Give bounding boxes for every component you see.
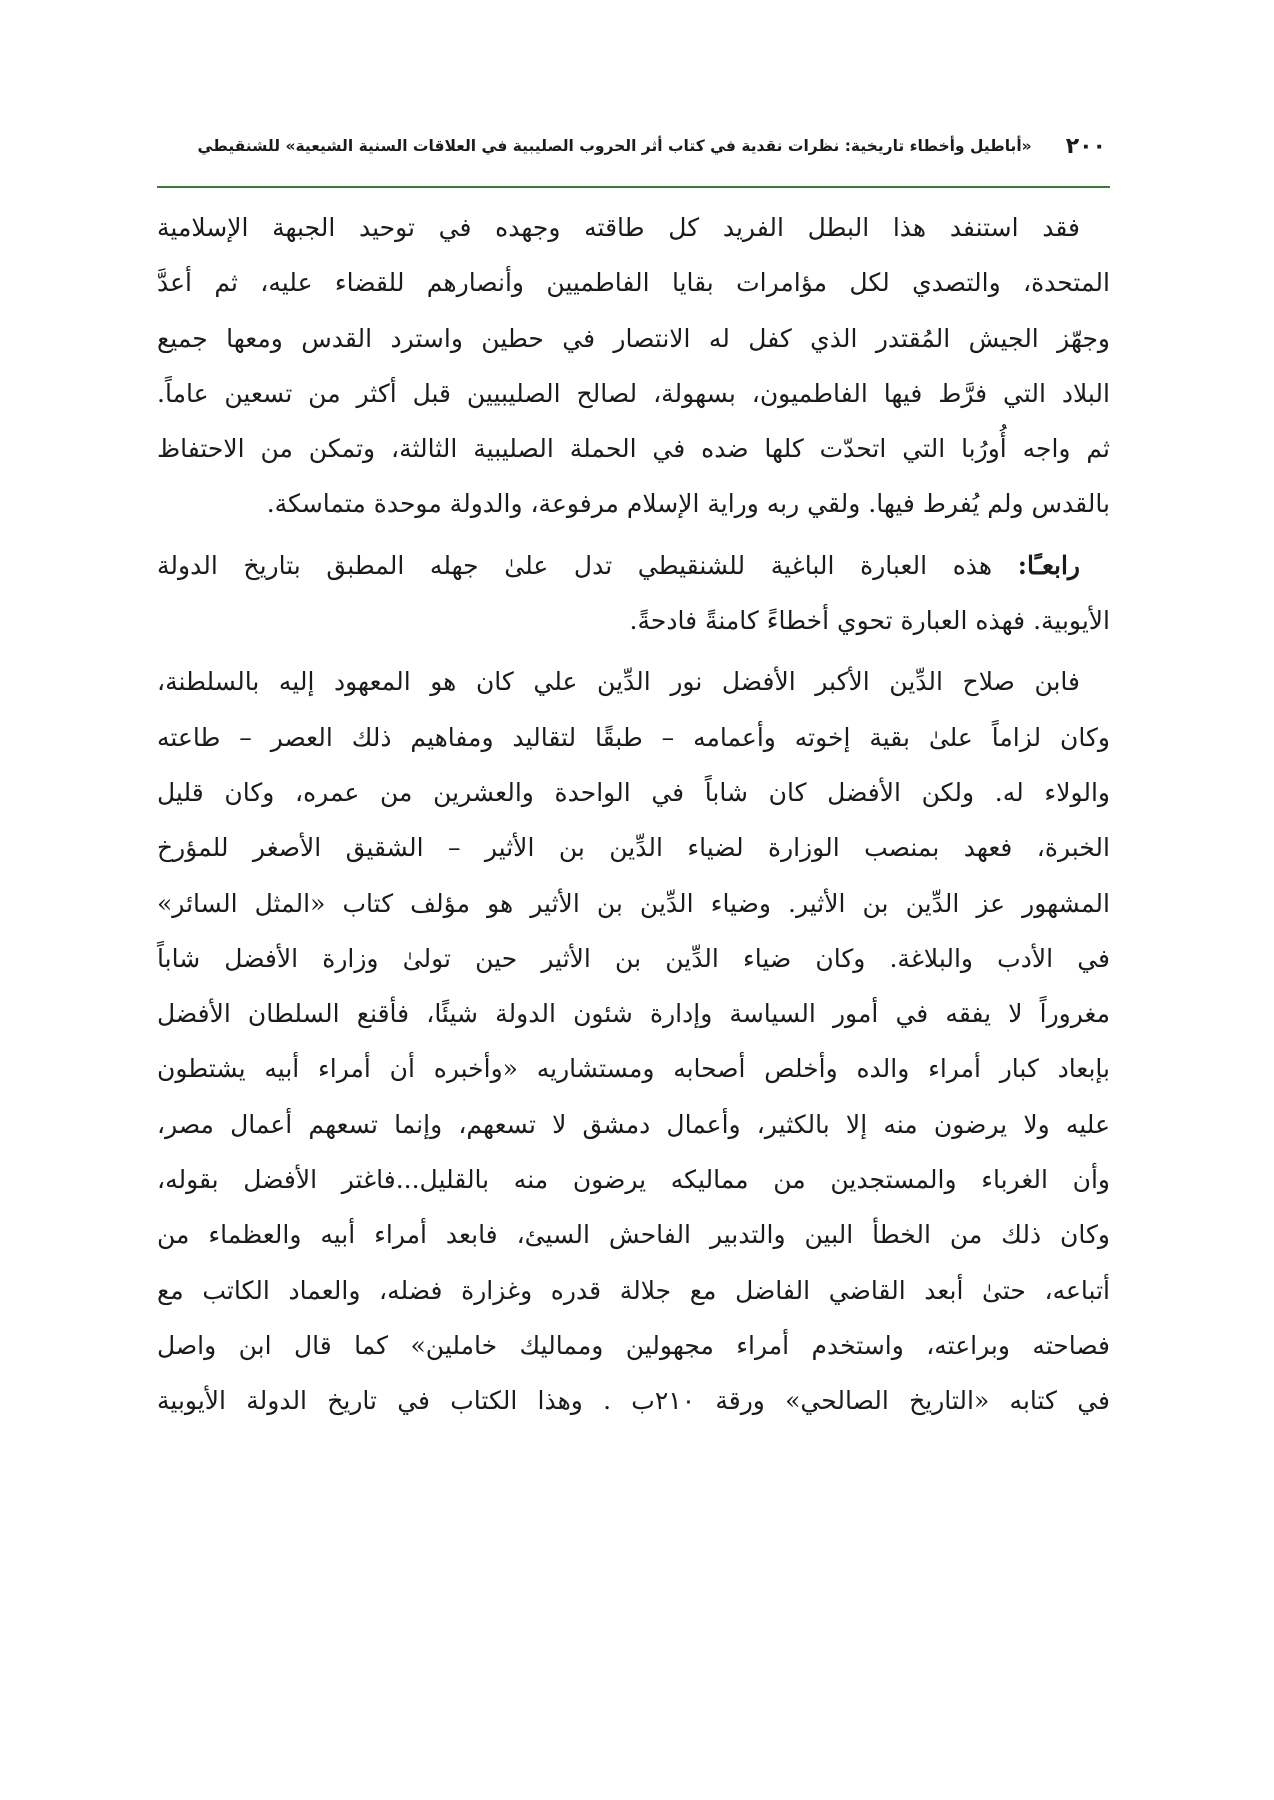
running-title: «أباطيل وأخطاء تاريخية: نظرات نقدية في كتاب أثر الحروب الصليبية في العلاقات السنية الشيعية» للشنقيطي <box>197 137 1032 155</box>
text-line: والولاء له. ولكن الأفضل كان شاباً في الواحدة والعشرين من عمره، وكان قليل <box>157 777 1110 807</box>
text-line: وجهّز الجيش المُقتدر الذي كفل له الانتصار في حطين واسترد القدس ومعها جميع <box>157 323 1110 353</box>
paragraph-1 <box>157 200 1110 532</box>
text-line: وكان ذلك من الخطأ البين والتدبير الفاحش السيئ، فابعد أمراء أبيه والعظماء من <box>157 1220 1110 1250</box>
text-line: فصاحته وبراعته، واستخدم أمراء مجهولين ومماليك خاملين» كما قال ابن واصل <box>157 1330 1110 1360</box>
text-line: وكان لزاماً علىٰ بقية إخوته وأعمامه – طبقًا لتقاليد ومفاهيم ذلك العصر – طاعته <box>157 722 1110 752</box>
text-line: في الأدب والبلاغة. وكان ضياء الدِّين بن الأثير حين تولىٰ وزارة الأفضل شاباً <box>157 943 1110 973</box>
text-line: أتباعه، حتىٰ أبعد القاضي الفاضل مع جلالة قدره وغزارة فضله، والعماد الكاتب مع <box>157 1275 1110 1305</box>
page-number: ٢٠٠ <box>1065 133 1106 159</box>
paragraph-2 <box>157 538 1110 649</box>
text-line: في كتابه «التاريخ الصالحي» ورقة ٢١٠ب . وهذا الكتاب في تاريخ الدولة الأيوبية <box>157 1386 1110 1416</box>
running-header <box>157 126 1110 166</box>
paragraph-lead: رابعـًا: <box>1017 550 1080 580</box>
text-line: عليه ولا يرضون منه إلا بالكثير، وأعمال دمشق لا تسعهم، وإنما تسعهم أعمال مصر، <box>157 1109 1110 1139</box>
text-line: المتحدة، والتصدي لكل مؤامرات بقايا الفاطميين وأنصارهم للقضاء عليه، ثم أعدَّ <box>157 268 1110 298</box>
text-line: الخبرة، فعهد بمنصب الوزارة لضياء الدِّين بن الأثير – الشقيق الأصغر للمؤرخ <box>157 833 1110 863</box>
body-text <box>157 200 1110 1429</box>
text-line: فابن صلاح الدِّين الأكبر الأفضل نور الدِّين علي كان هو المعهود إليه بالسلطنة، <box>157 667 1080 697</box>
paragraph-3 <box>157 654 1110 1428</box>
text-line: فقد استنفد هذا البطل الفريد كل طاقته وجهده في توحيد الجبهة الإسلامية <box>157 213 1080 242</box>
text-line: الأيوبية. فهذه العبارة تحوي أخطاءً كامنةً فادحةً. <box>629 606 1110 636</box>
text-line: ثم واجه أُورُبا التي اتحدّت كلها ضده في الحملة الصليبية الثالثة، وتمكن من الاحتفاظ <box>157 434 1110 464</box>
text-line: مغروراً لا يفقه في أمور السياسة وإدارة شئون الدولة شيئًا، فأقنع السلطان الأفضل <box>157 999 1110 1029</box>
header-rule <box>157 186 1110 188</box>
text-line <box>157 538 1110 593</box>
text-line: البلاد التي فرَّط فيها الفاطميون، بسهولة، لصالح الصليبيين قبل أكثر من تسعين عاماً. <box>157 378 1110 408</box>
text-line: وأن الغرباء والمستجدين من مماليكه يرضون منه بالقليل...فاغتر الأفضل بقوله، <box>157 1165 1110 1195</box>
text-line: بإبعاد كبار أمراء والده وأخلص أصحابه ومستشاريه «وأخبره أن أمراء أبيه يشتطون <box>157 1054 1110 1084</box>
text-line-content: هذه العبارة الباغية للشنقيطي تدل علىٰ جهله المطبق بتاريخ الدولة <box>157 550 993 580</box>
text-line: المشهور عز الدِّين بن الأثير. وضياء الدِّين بن الأثير هو مؤلف كتاب «المثل السائر» <box>157 888 1110 918</box>
text-line: بالقدس ولم يُفرط فيها. ولقي ربه وراية الإسلام مرفوعة، والدولة موحدة متماسكة. <box>266 489 1110 519</box>
